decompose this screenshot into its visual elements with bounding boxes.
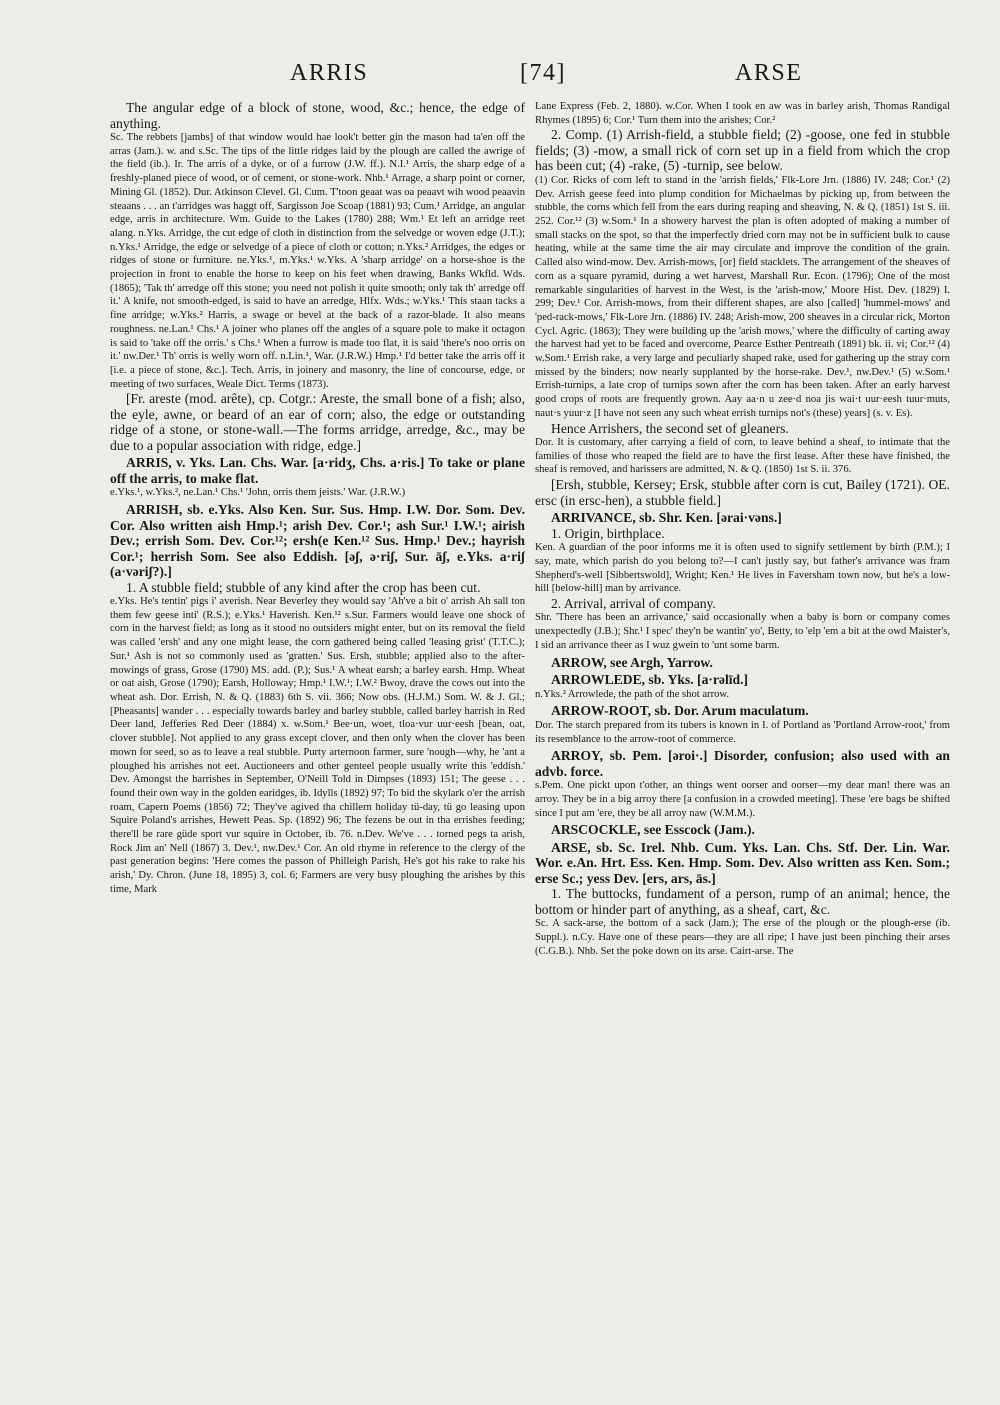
entry-headword: ARRIS, v. Yks. Lan. Chs. War. [a·ridʒ, Chs. a·ris.] To take or plane off the arris, to make flat. [110, 455, 525, 486]
left-column [110, 100, 525, 1390]
citation-text: Dor. The starch prepared from its tubers is known in I. of Portland as 'Portland Arrow-root,' from its resemblance to the arrow-root of commerce. [535, 719, 950, 745]
page-number: [74] [520, 60, 566, 86]
entry-headword: ARSCOCKLE, see Esscock (Jam.). [551, 822, 755, 838]
citation-text: e.Yks.¹, w.Yks.², ne.Lan.¹ Chs.¹ 'John, orris them jeists.' War. (J.R.W.) [110, 487, 406, 499]
citation-text: (1) Cor. Ricks of corn left to stand in the 'arrish fields,' Flk-Lore Jrn. (1886) IV. 248; Cor.¹ (2) Dev. Arrish geese feed into plump condition for Michaelmas by picking up, from between the stubble, the corns which fell from the ears during reaping and sheaving, N. & Q. (1851) 1st S. iii. 252. Cor.¹² (3) w.Som.¹ In a showery harvest the plan is often adopted of making a number of small stacks on the spot, so that the imperfectly dried corn may not be in sufficient bulk to cause heating, while at the same time the air may circulate and improve the condition of the grain. Called also wind-mow. Dev. Arrish-mows, [or] field stacklets. The arrangement of the sheaves of corn as a square pyramid, during a wet harvest, Marshall Rur. Econ. (1796); One of the most remarkable singularities of harvest in the West, is the 'arish-mow,' Moore Hist. Dev. (1829) I. 299; Dev.¹ Cor. Arrish-mows, from their different shapes, are also [called] 'hummel-mows' and 'ped-rack-mows,' Flk-Lore Jrn. (1886) IV. 248; Arish-mow, 200 sheaves in a circular rick, Morton Cycl. Agric. (1863); They were building up the 'arish mows,' where the difficulty of carting away the harvest had yet to be faced and overcome, Pearce Esther Pentreath (1891) bk. ii. vi; Cor.¹² (4) w.Som.¹ Errish rake, a very large and peculiarly shaped rake, used for gathering up the stray corn missed by the binders; now nearly supplanted by the horse-rake. Dev.¹, nw.Dev.¹ (5) w.Som.¹ Errish-turnips, a late crop of turnips sown after the corn has been taken. After an early harvest good crops of roots are frequently grown. Aay aa·n u zee·d noa jis wai·t uur·eesh tuur·muts, naut·s yuur·z [I have not seen any such wheat errish turnips not's (these) years] (s. v. Es). [535, 174, 950, 419]
definition-text: 1. Origin, birthplace. [551, 525, 665, 541]
entry-headword: ARRISH, sb. e.Yks. Also Ken. Sur. Sus. Hmp. I.W. Dor. Som. Dev. Cor. Also written aish Hmp.¹; arish Dev. Cor.¹; ash Sur.¹ I.W.¹; airish Dev.; errish Som. Dev. Cor.¹²; ersh(e Ken.¹² Sus. Hmp.¹ Dev.; hayrish Cor.¹; herrish Som. See also Eddish. [əʃ, ə·riʃ, Sur. āʃ, e.Yks. a·riʃ (a·vəriʃ?).] [110, 502, 525, 580]
citation-text: Sc. The rebbets [jambs] of that window would hae look't better gin the mason had ta'en off the arras (Jam.). w. and s.Sc. The tips of the little ridges laid by the plough are called the awrige of the field (ib.). Ir. The arris of a dyke, or of a furrow (J.W. ff.). N.I.¹ Arris, the sharp edge of a freshly-planed piece of wood, or of cement, or stone-work. Nhb.¹ Arrage, a sharp point or corner, Mining Gl. (1852). Dur. Atkinson Clevel. Gl. Cum. T'toon geaat was oa peaavt wih wood peaavin steaans . . . an t'arridges was haggt off, Sargisson Joe Scoap (1881) 93; Cum.¹ Arridge, an angular edge, arris in architecture. Wm. Guide to the Lakes (1780) 288; Wm.¹ Et left an arridge reet alang. n.Yks. Arridge, the cut edge of cloth in distinction from the selvedge or woven edge (J.T.); n.Yks.¹ Arridge, the edge or selvedge of a piece of cloth or cotton; n.Yks.² Arridges, the edges or ridges of stone or furniture. ne.Yks.¹, m.Yks.¹ w.Yks. A 'sharp arridge' on a horse-shoe is the projection in front to enable the horse to keep on his feet when drawing, Banks Wkfld. Wds. (1865); 'Tak th' arredge off this stone; you need not polish it quite smooth; only tak th' arredge off it.' A knife, not smooth-edged, is said to have an arredge, Hlfx. Wds.; w.Yks.¹ This staan tacks a fine arridge; w.Yks.² Harris, a swage or bevel at the back of a razor-blade. It also means roughness. ne.Lan.¹ Chs.¹ A joiner who planes off the angles of a square pole to make it octagon is said to 'take off the orris.' s Chs.¹ When a furrow is made too flat, it is said 'there's noo orris on it.' nw.Der.¹ Th' orris is welly worn off. n.Lin.¹, War. (J.R.W.) Hmp.¹ I'd better take the arris off it [i.e. a piece of stone, &c.]. Tech. Arris, in joinery and masonry, the line of concourse, edge, or meeting of two surfaces, Weale Dict. Terms (1873). [110, 132, 525, 390]
definition-text: Hence Arrishers, the second set of gleaners. [551, 420, 789, 436]
definition-text: [Ersh, stubble, Kersey; Ersk, stubble after corn is cut, Bailey (1721). OE. ersc (in ersc-hen), a stubble field.] [535, 477, 950, 508]
citation-text: Lane Express (Feb. 2, 1880). w.Cor. When I took en aw was in barley arish, Thomas Randigal Rhymes (1895) 6; Cor.¹ Turn them into the arishes; Cor.² [535, 101, 950, 126]
entry-headword: ARROW-ROOT, sb. Dor. Arum maculatum. [551, 703, 809, 719]
citation-text: n.Yks.² Arrowlede, the path of the shot arrow. [535, 688, 730, 700]
definition-text: 1. A stubble field; stubble of any kind after the crop has been cut. [126, 579, 481, 595]
right-column [535, 100, 950, 1390]
header-left-word: ARRIS [290, 60, 369, 86]
definition-text: 1. The buttocks, fundament of a person, rump of an animal; hence, the bottom or hinder part of anything, as a sheaf, cart, &c. [535, 886, 950, 917]
entry-headword: ARSE, sb. Sc. Irel. Nhb. Cum. Yks. Lan. Chs. Stf. Der. Lin. War. Wor. e.An. Hrt. Ess. Ken. Hmp. Som. Dev. Also written ass Ken. Som.; erse Sc.; yess Dev. [ers, ars, ās.] [535, 839, 950, 886]
citation-text: s.Pem. One pickt upon t'other, an things went oorser and oorser—my dear man! there was an arroy. They be in a big arroy there [a confusion in a crowded meeting]. These 'ere bags be shifted since I put am 'ere, they be all arroy naw (W.M.M.). [535, 780, 950, 819]
definition-text: 2. Arrival, arrival of company. [551, 595, 716, 611]
citation-text: Shr. 'There has been an arrivance,' said occasionally when a baby is born or company comes unexpectedly (J.B.); Shr.¹ I spec' they'n be wantin' yo', Betty, to 'elp 'em a bit at the owd Maister's, I sid an arrivance theer as I wuz gwein to 'unt some barm. [535, 612, 950, 651]
definition-text: [Fr. areste (mod. arête), cp. Cotgr.: Areste, the small bone of a fish; also, the eyle, awne, or beard of an ear of corn; also, the edge or outstanding ridge of a stone, or stone-wall.—The forms arridge, arredge, &c., may be due to a popular association with ridge, edge.] [110, 391, 525, 453]
citation-text: Sc. A sack-arse, the bottom of a sack (Jam.); The erse of the plough or the plough-erse (ib. Suppl.). n.Cy. Have one of these pears—they are all ripe; I have just been pinching their arses (C.G.B.). Nhb. Set the poke down on its arse. Cairt-arse. The [535, 918, 950, 957]
citation-text: Dor. It is customary, after carrying a field of corn, to leave behind a sheaf, to intimate that the families of those who reaped the field are to have the first lease. After these have finished, the sheaf is removed, and harissers are admitted, N. & Q. (1850) 1st S. ii. 376. [535, 437, 950, 476]
citation-text: Ken. A guardian of the poor informs me it is often used to signify settlement by birth (P.M.); I say, mate, which parish do you belong to?—I can't justly say, but father's arrivance was fram Shepherd's-well [Sibbertswold], Wright; Ken.¹ He lives in Faversham town now, but he's a low-hill [below-hill] man by arrivance. [535, 542, 950, 595]
entry-headword: ARROWLEDE, sb. Yks. [a·rəlīd.] [551, 672, 749, 688]
entry-headword: ARROW, see Argh, Yarrow. [551, 654, 713, 670]
definition-text: The angular edge of a block of stone, wood, &c.; hence, the edge of anything. [110, 100, 525, 131]
entry-headword: ARRIVANCE, sb. Shr. Ken. [ərai·vəns.] [551, 510, 782, 526]
entry-headword: ARROY, sb. Pem. [əroi·.] Disorder, confusion; also used with an advb. force. [535, 748, 950, 779]
header-right-word: ARSE [735, 60, 803, 86]
definition-text: 2. Comp. (1) Arrish-field, a stubble field; (2) -goose, one fed in stubble fields; (3) -mow, a small rick of corn set up in a field from which the crop has been cut; (4) -rake, (5) -turnip, see below. [535, 127, 950, 174]
citation-text: e.Yks. He's tentin' pigs i' averish. Near Beverley they would say 'Ah've a bit o' arrish Ah sall ton them few geese inti' (R.S.); e.Yks.¹ Haverish. Ken.¹² s.Sur. Farmers would leave one shock of corn in the harvest field; as long as it stood no outsiders might enter, but on its removal the field was called 'ersh' and any one might lease, the corn gathered being called 'leasing grist' (T.T.C.); Sur.¹ Ash is not so commonly used as 'gratten.' Sus. Ersh, stubble; applied also to the after-mowings of grass, Grose (1790) MS. add. (P.); Sus.¹ A wheat earsh; a barley earsh. Hmp. Wheat or oat aish, Grose (1790); Earsh, Holloway; Hmp.¹ I.W.¹; I.W.² Bwoy, drave the cows out into the wheat ash. Dor. Errish, N. & Q. (1883) 6th S. vii. 366; Now obs. (H.J.M.) Som. W. & J. Gl.; [Pheasants] wander . . . especially towards barley and barley stubble, called barley harrish in Red Deer land, Jefferies Red Deer (1884) x. w.Som.¹ Bee·un, woet, tloa·vur uur·eesh [bean, oat, clover stubble]. Not applied to any grass except clover, and then only when the clover has been mown for seed, so as to leave a real stubble. Purty arternoon farmer, sure 'nough—why, he 'ant a ploughed his arrishes not eet. Auctioneers and other genteel people usually write this 'eddish.' Dev. Amongst the harrishes in September, O'Neill Told in Dimpses (1893) 151; The geese . . . found their own way in the golden earidges, ib. Idylls (1892) 97; To bid the skylark o'er the arrish roam, Capern Poems (1856) 72; They've agived tha chillern holiday tü-day, tü go leasing upon Squire Poland's arrishes, Hewett Peas. Sp. (1892) 96; The fezens be out in tha errishes feeding; there'll be rare güde sport vur squire in October, ib. 76. n.Dev. We've . . . torned pegs ta arish, Rock Jim an' Nell (1867) 3. Dev.¹, nw.Dev.¹ Cor. An old rhyme in reference to the clergy of the past generation begins: 'Here comes the passon of Philleigh Parish, He's got his rake to rake his arish,' Dy. Chron. (June 18, 1895) 3, col. 6; Farmers are very busy ploughing the arishes by this time, Mark [110, 596, 525, 895]
running-header [100, 60, 950, 96]
